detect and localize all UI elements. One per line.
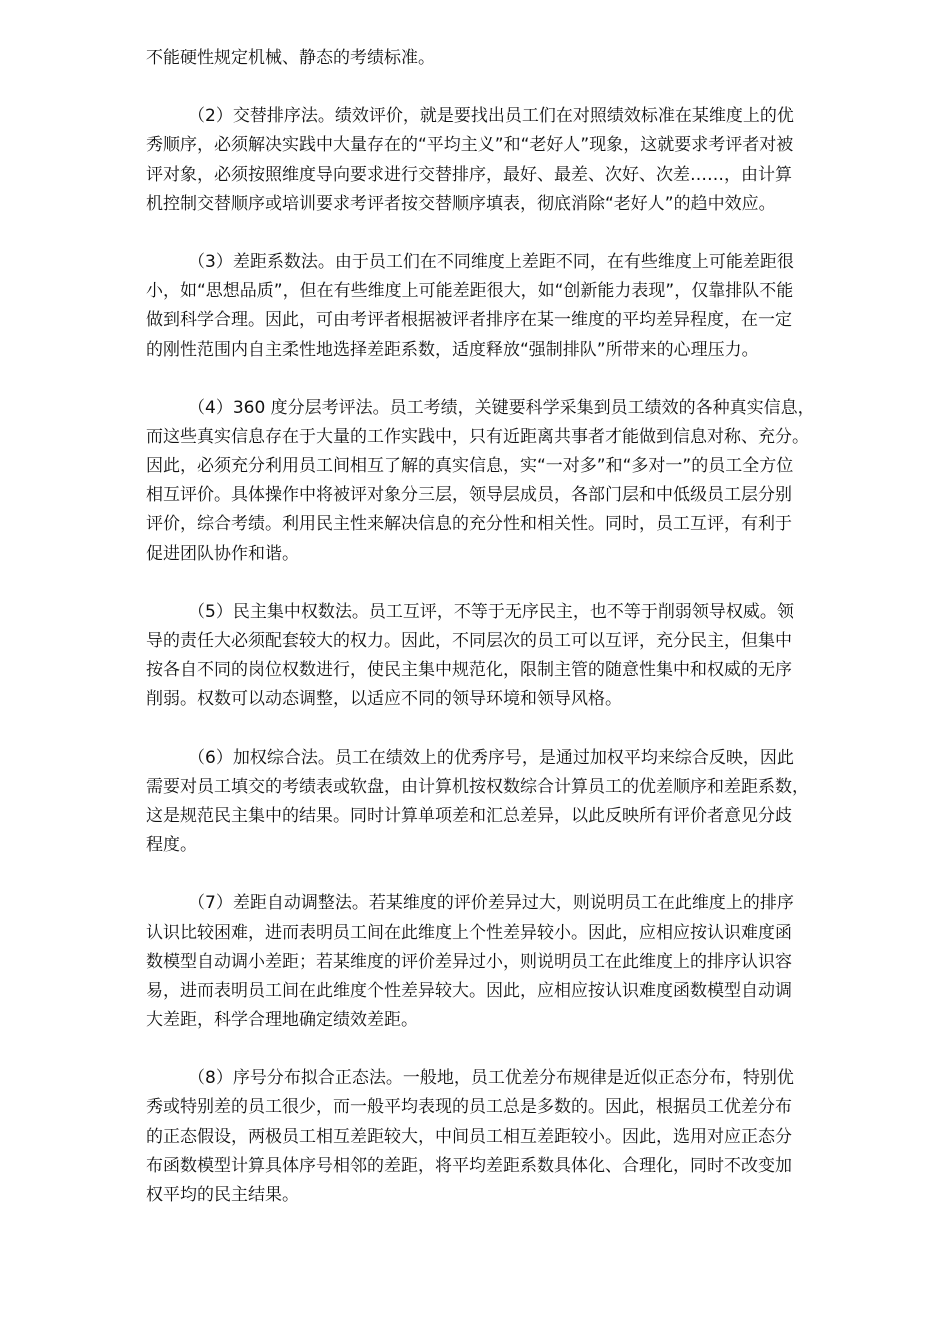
text-line: 小，如“思想品质”，但在有些维度上可能差距很大，如“创新能力表现”，仅靠排队不能 [146,281,794,302]
paragraph [146,248,888,365]
text-line: 因此，必须充分利用员工间相互了解的真实信息，实“一对多”和“多对一”的员工全方位 [146,456,794,477]
text-line: 削弱。权数可以动态调整，以适应不同的领导环境和领导风格。 [146,689,622,710]
text-line: 这是规范民主集中的结果。同时计算单项差和汇总差异，以此反映所有评价者意见分歧 [146,805,792,826]
paragraph [146,102,888,219]
text-line: 机控制交替顺序或培训要求考评者按交替顺序填表，彻底消除“老好人”的趋中效应。 [146,193,776,214]
text-line: （8）序号分布拟合正态法。一般地，员工优差分布规律是近似正态分布，特别优 [188,1068,794,1089]
text-line: （7）差距自动调整法。若某维度的评价差异过大，则说明员工在此维度上的排序 [188,893,794,914]
paragraph [146,44,888,73]
text-line: 不能硬性规定机械、静态的考绩标准。 [146,48,435,68]
text-line: （6）加权综合法。员工在绩效上的优秀序号，是通过加权平均来综合反映，因此 [188,747,794,768]
text-line: 而这些真实信息存在于大量的工作实践中，只有近距离共事者才能做到信息对称、充分。 [146,426,809,447]
text-line: 导的责任大必须配套较大的权力。因此，不同层次的员工可以互评，充分民主，但集中 [146,631,792,651]
text-line: 秀或特别差的员工很少，而一般平均表现的员工总是多数的。因此，根据员工优差分布 [146,1097,792,1118]
paragraph [146,1064,888,1210]
text-line: 程度。 [146,835,197,856]
text-line: 促进团队协作和谐。 [146,543,299,564]
text-line: 需要对员工填交的考绩表或软盘，由计算机按权数综合计算员工的优差顺序和差距系数， [146,776,809,797]
paragraph [146,598,888,715]
text-line: （4）360 度分层考评法。员工考绩，关键要科学采集到员工绩效的各种真实信息， [188,397,815,418]
paragraph [146,744,888,861]
text-line: 相互评价。具体操作中将被评对象分三层，领导层成员，各部门层和中低级员工层分别 [146,485,792,506]
text-line: 权平均的民主结果。 [146,1185,299,1205]
text-line: 评对象，必须按照维度导向要求进行交替排序，最好、最差、次好、次差……，由计算 [146,164,792,185]
text-line: 做到科学合理。因此，可由考评者根据被评者排序在某一维度的平均差异程度，在一定 [146,310,792,331]
text-line: 的刚性范围内自主柔性地选择差距系数，适度释放“强制排队”所带来的心理压力。 [146,339,759,360]
paragraph [146,889,888,1035]
text-line: 按各自不同的岗位权数进行，使民主集中规范化，限制主管的随意性集中和权威的无序 [146,660,792,681]
text-line: 认识比较困难，进而表明员工间在此维度上个性差异较小。因此，应相应按认识难度函 [146,922,792,943]
paragraph [146,394,888,569]
text-line: （2）交替排序法。绩效评价，就是要找出员工们在对照绩效标准在某维度上的优 [188,106,794,127]
text-line: 数模型自动调小差距；若某维度的评价差异过小，则说明员工在此维度上的排序认识容 [146,951,792,972]
text-line: （3）差距系数法。由于员工们在不同维度上差距不同，在有些维度上可能差距很 [188,251,794,272]
text-line: 大差距，科学合理地确定绩效差距。 [146,1010,418,1031]
text-line: 布函数模型计算具体序号相邻的差距，将平均差距系数具体化、合理化，同时不改变加 [146,1155,792,1176]
text-line: （5）民主集中权数法。员工互评，不等于无序民主，也不等于削弱领导权威。领 [188,601,794,622]
text-line: 的正态假设，两极员工相互差距较大，中间员工相互差距较小。因此，选用对应正态分 [146,1126,792,1147]
text-line: 评价，综合考绩。利用民主性来解决信息的充分性和相关性。同时，员工互评，有利于 [146,514,792,535]
text-line: 秀顺序，必须解决实践中大量存在的“平均主义”和“老好人”现象，这就要求考评者对被 [146,135,794,156]
text-line: 易，进而表明员工间在此维度个性差异较大。因此，应相应按认识难度函数模型自动调 [146,980,792,1001]
document-body [146,44,888,1239]
